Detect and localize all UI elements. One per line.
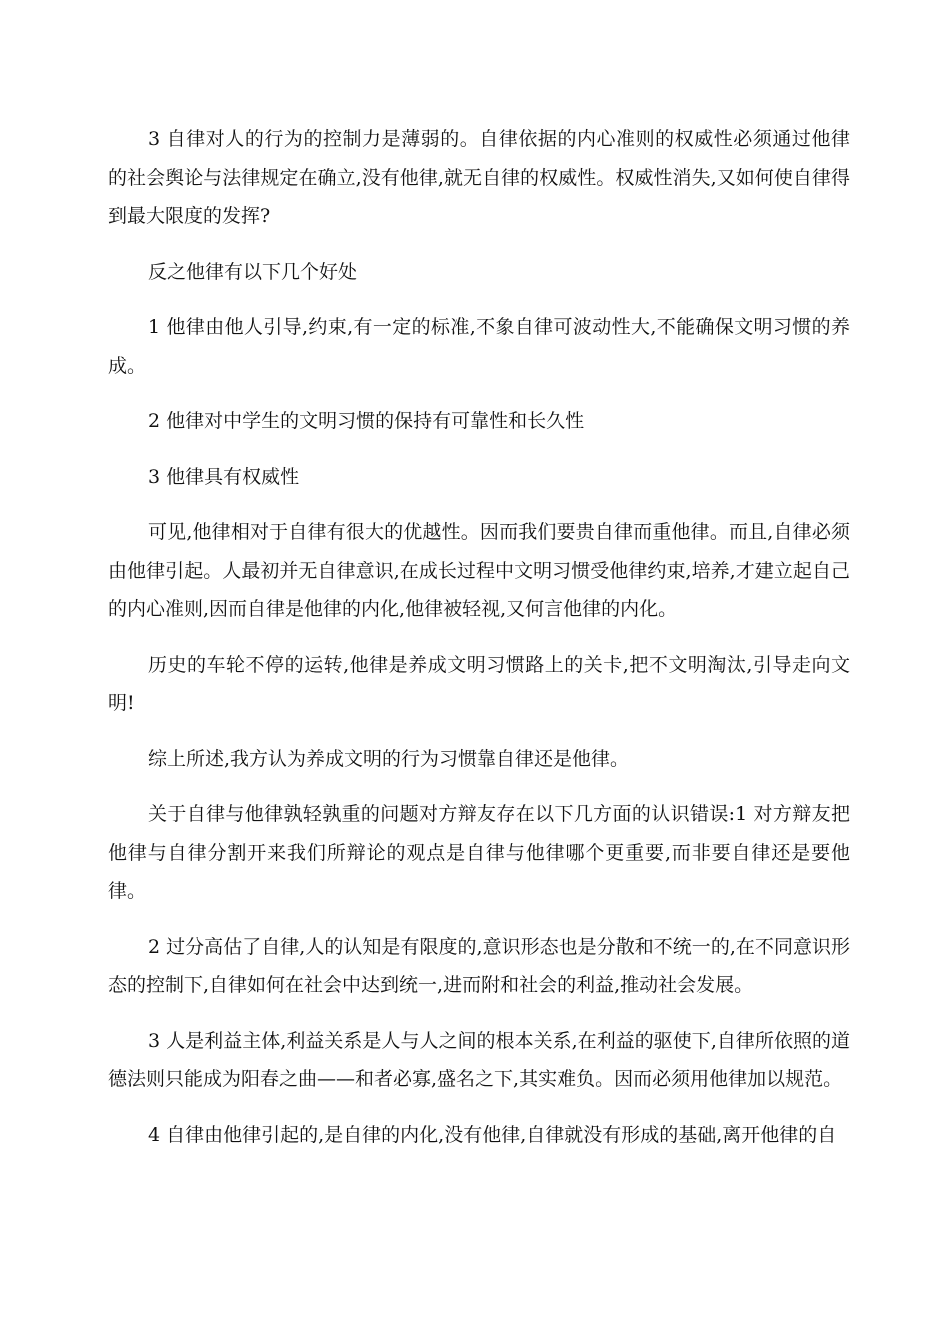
paragraph-5: 3 他律具有权威性 xyxy=(148,465,300,488)
paragraph-12: 4 自律由他律引起的,是自律的内化,没有他律,自律就没有形成的基础,离开他律的自 xyxy=(148,1123,837,1146)
paragraph-9: 关于自律与他律孰轻孰重的问题对方辩友存在以下几方面的认识错误:1 对方辩友把他律与自律分割开来我们所辩论的观点是自律与他律哪个更重要,而非要自律还是要他律。 xyxy=(108,803,850,902)
document-body xyxy=(108,120,850,1154)
paragraph-6: 可见,他律相对于自律有很大的优越性。因而我们要贵自律而重他律。而且,自律必须由他律引起。人最初并无自律意识,在成长过程中文明习惯受他律约束,培养,才建立起自己的内心准则,因而自律是他律的内化,他律被轻视,又何言他律的内化。 xyxy=(108,521,850,620)
paragraph-10: 2 过分高估了自律,人的认知是有限度的,意识形态也是分散和不统一的,在不同意识形态的控制下,自律如何在社会中达到统一,进而附和社会的利益,推动社会发展。 xyxy=(108,935,850,996)
paragraph-4: 2 他律对中学生的文明习惯的保持有可靠性和长久性 xyxy=(148,410,585,432)
paragraph-3: 1 他律由他人引导,约束,有一定的标准,不象自律可波动性大,不能确保文明习惯的养成。 xyxy=(108,316,850,377)
paragraph-1: 3 自律对人的行为的控制力是薄弱的。自律依据的内心准则的权威性必须通过他律的社会舆论与法律规定在确立,没有他律,就无自律的权威性。权威性消失,又如何使自律得到最大限度的发挥? xyxy=(108,128,850,227)
paragraph-7: 历史的车轮不停的运转,他律是养成文明习惯路上的关卡,把不文明淘汰,引导走向文明! xyxy=(108,653,850,714)
paragraph-2: 反之他律有以下几个好处 xyxy=(148,260,358,283)
paragraph-8: 综上所述,我方认为养成文明的行为习惯靠自律还是他律。 xyxy=(148,747,630,770)
paragraph-11: 3 人是利益主体,利益关系是人与人之间的根本关系,在利益的驱使下,自律所依照的道德法则只能成为阳春之曲——和者必寡,盛名之下,其实难负。因而必须用他律加以规范。 xyxy=(108,1029,850,1090)
